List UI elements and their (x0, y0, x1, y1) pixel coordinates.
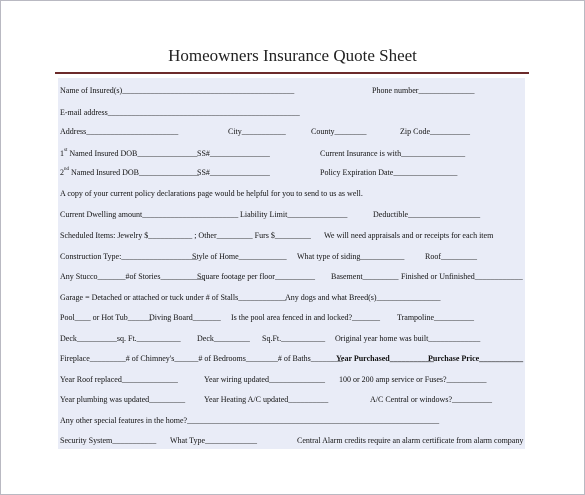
field-construction-type[interactable]: Construction Type:___________________ (60, 252, 198, 261)
field-year-plumbing-updated[interactable]: Year plumbing was updated_________ (60, 395, 186, 404)
alarm-credit-note: Central Alarm credits require an alarm certificate from alarm company (297, 436, 524, 445)
document-title: Homeowners Insurance Quote Sheet (168, 46, 417, 65)
field-current-insurance[interactable]: Current Insurance is with________________ (320, 149, 466, 158)
field-name-of-insured[interactable]: Name of Insured(s)___________________________________________ (60, 86, 295, 95)
title-divider (55, 72, 529, 74)
field-special-features[interactable]: Any other special features in the home?_______________________________________________________________ (60, 416, 440, 425)
field-year-heating-updated[interactable]: Year Heating A/C updated__________ (204, 395, 329, 404)
declarations-note: A copy of your current policy declarations page would be helpful for you to send to us as well. (60, 189, 363, 198)
field-city[interactable]: City___________ (228, 127, 286, 136)
field-county[interactable]: County________ (311, 127, 367, 136)
field-email-address[interactable]: E-mail address________________________________________________ (60, 108, 300, 117)
field-scheduled-items[interactable]: Scheduled Items: Jewelry $___________ ; Other_________ Furs $_________ (60, 231, 311, 240)
field-roof[interactable]: Roof_________ (425, 252, 477, 261)
field-zip-code[interactable]: Zip Code__________ (400, 127, 470, 136)
field-style-of-home[interactable]: Style of Home____________ (192, 252, 287, 261)
field-security-system[interactable]: Security System___________ (60, 436, 157, 445)
field-diving-board[interactable]: Diving Board_______ (149, 313, 221, 322)
field-second-insured-ssn[interactable]: SS#_______________ (197, 168, 270, 177)
field-garage-stalls[interactable]: Garage = Detached or attached or tuck under # of Stalls____________ (60, 293, 287, 302)
field-address[interactable]: Address_______________________ (60, 127, 179, 136)
field-policy-expiration[interactable]: Policy Expiration Date________________ (320, 168, 458, 177)
field-deck-sqft-2[interactable]: Sq.Ft.___________ (262, 334, 326, 343)
field-phone-number[interactable]: Phone number______________ (372, 86, 475, 95)
field-year-wiring-updated[interactable]: Year wiring updated______________ (204, 375, 325, 384)
field-pool-hot-tub[interactable]: Pool____ or Hot Tub______ (60, 313, 152, 322)
field-deck-2[interactable]: Deck_________ (197, 334, 250, 343)
field-first-insured-ssn[interactable]: SS#_______________ (197, 149, 270, 158)
field-liability-limit[interactable]: Liability Limit_______________ (240, 210, 348, 219)
field-trampoline[interactable]: Trampoline__________ (397, 313, 475, 322)
field-deductible[interactable]: Deductible__________________ (373, 210, 481, 219)
field-pool-fenced[interactable]: Is the pool area fenced in and locked?_______ (231, 313, 381, 322)
field-year-roof-replaced[interactable]: Year Roof replaced______________ (60, 375, 178, 384)
field-year-purchased[interactable]: Year Purchased___________ (336, 354, 434, 363)
field-amp-service[interactable]: 100 or 200 amp service or Fuses?__________ (339, 375, 487, 384)
field-square-footage[interactable]: Square footage per floor__________ (197, 272, 315, 281)
field-finished-unfinished[interactable]: Finished or Unfinished____________ (401, 272, 523, 281)
field-year-built[interactable]: Original year home was built_____________ (335, 334, 481, 343)
field-stucco-stories[interactable]: Any Stucco_______#of Stories___________ (60, 272, 205, 281)
field-fireplace-bedrooms-baths[interactable]: Fireplace_________# of Chimney's______# of Bedrooms________# of Baths________ (60, 354, 343, 363)
field-dog-breeds[interactable]: Any dogs and what Breed(s)________________ (285, 293, 441, 302)
field-dwelling-amount[interactable]: Current Dwelling amount________________________ (60, 210, 239, 219)
field-deck-sqft-1[interactable]: Deck__________sq. Ft.___________ (60, 334, 181, 343)
appraisal-note: We will need appraisals and or receipts for each item (324, 231, 494, 240)
field-basement[interactable]: Basement_________ (331, 272, 399, 281)
field-security-type[interactable]: What Type_____________ (170, 436, 258, 445)
field-siding-type[interactable]: What type of siding___________ (297, 252, 405, 261)
field-first-insured-dob[interactable]: 1st Named Insured DOB_______________ (60, 148, 198, 158)
field-second-insured-dob[interactable]: 2nd Named Insured DOB_______________ (60, 167, 199, 177)
field-purchase-price[interactable]: Purchase Price___________ (428, 354, 524, 363)
field-ac-type[interactable]: A/C Central or windows?__________ (370, 395, 492, 404)
